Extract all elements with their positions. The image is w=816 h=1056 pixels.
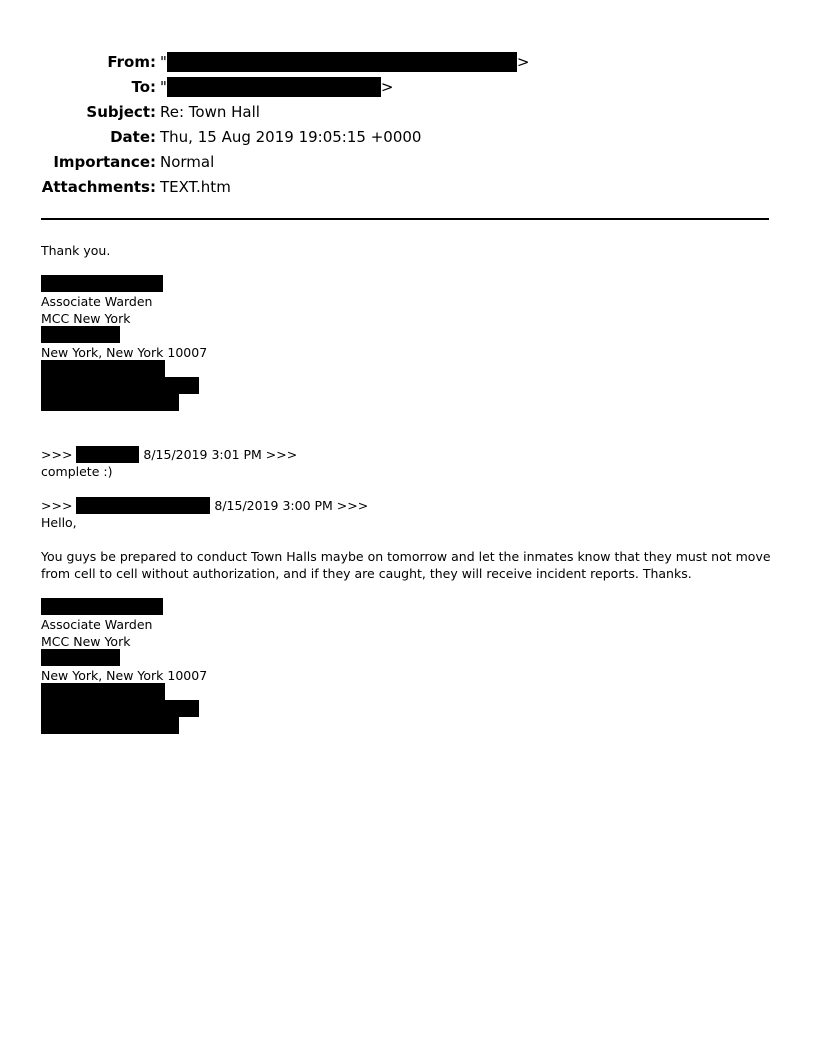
- signature2-contact-redaction-2: [41, 700, 199, 717]
- from-redaction: [167, 52, 517, 72]
- header-from: [0, 52, 600, 72]
- header-attachments: [0, 177, 600, 197]
- to-redaction: [167, 77, 381, 97]
- signature1-title: Associate Warden: [41, 294, 153, 309]
- signature1-city: New York, New York 10007: [41, 345, 208, 360]
- from-value: [160, 52, 529, 72]
- signature2-org: MCC New York: [41, 634, 131, 649]
- from-label: From:: [107, 53, 156, 71]
- subject-value: Re: Town Hall: [160, 103, 260, 121]
- signature2-contact-redaction-3: [41, 717, 179, 734]
- signature2-contact-redaction-1: [41, 683, 165, 700]
- signature2-city: New York, New York 10007: [41, 668, 208, 683]
- quote1-header: [41, 446, 297, 463]
- subject-label: Subject:: [86, 103, 156, 121]
- signature1-contact-redaction-3: [41, 394, 179, 411]
- signature2-address-redaction: [41, 649, 120, 666]
- header-to: [0, 77, 600, 97]
- header-date: [0, 127, 600, 147]
- to-label: To:: [131, 78, 156, 96]
- header-divider: [41, 218, 769, 220]
- attachments-value: TEXT.htm: [160, 178, 231, 196]
- signature1-address-redaction: [41, 326, 120, 343]
- quote2-marker: >>>: [41, 498, 73, 513]
- quote2-greeting: Hello,: [41, 515, 77, 530]
- signature1-contact-redaction-1: [41, 360, 165, 377]
- date-value: Thu, 15 Aug 2019 19:05:15 +0000: [160, 128, 422, 146]
- quote2-header: [41, 497, 368, 514]
- header-subject: [0, 102, 600, 122]
- signature2-title: Associate Warden: [41, 617, 153, 632]
- quote2-timestamp: 8/15/2019 3:00 PM >>>: [214, 498, 369, 513]
- signature1-name-redaction: [41, 275, 163, 292]
- quote1-timestamp: 8/15/2019 3:01 PM >>>: [143, 447, 298, 462]
- importance-label: Importance:: [53, 153, 156, 171]
- importance-value: Normal: [160, 153, 215, 171]
- signature1-org: MCC New York: [41, 311, 131, 326]
- date-label: Date:: [110, 128, 156, 146]
- quote2-body: You guys be prepared to conduct Town Halls maybe on tomorrow and let the inmates know that they must not move from cell to cell without authorization, and if they are caught, they will receive incident reports. Thanks.: [41, 549, 771, 581]
- from-suffix: >: [516, 53, 530, 71]
- quote1-marker: >>>: [41, 447, 73, 462]
- signature2-name-redaction: [41, 598, 163, 615]
- to-value: [160, 77, 393, 97]
- quote2-sender-redaction: [76, 497, 210, 514]
- quote1-sender-redaction: [76, 446, 139, 463]
- header-importance: [0, 152, 600, 172]
- signature1-contact-redaction-2: [41, 377, 199, 394]
- greeting-text: Thank you.: [41, 243, 111, 258]
- quote1-text: complete :): [41, 464, 113, 479]
- to-suffix: >: [380, 78, 394, 96]
- attachments-label: Attachments:: [41, 178, 156, 196]
- to-quote: ": [160, 78, 167, 96]
- from-quote: ": [160, 53, 167, 71]
